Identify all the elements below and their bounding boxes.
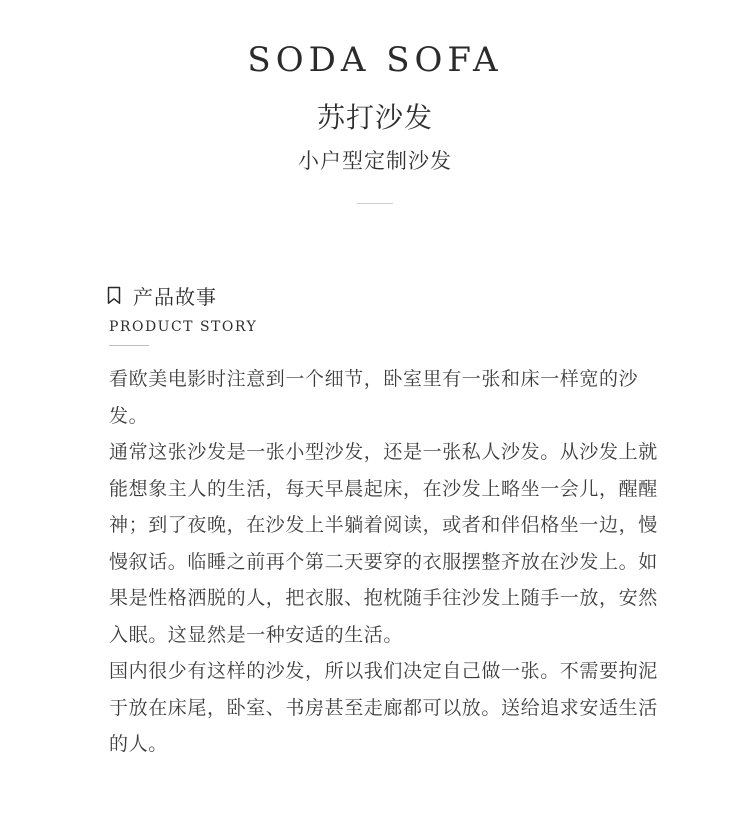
section-divider xyxy=(109,345,149,346)
tagline: 小户型定制沙发 xyxy=(298,149,452,173)
story-paragraph: 国内很少有这样的沙发，所以我们决定自己做一张。不需要拘泥于放在床尾，卧室、书房甚至走廊都可以放。送给追求安适生活的人。 xyxy=(109,660,658,755)
story-paragraph: 通常这张沙发是一张小型沙发，还是一张私人沙发。从沙发上就能想象主人的生活，每天早晨起床，在沙发上略坐一会儿，醒醒神；到了夜晚，在沙发上半躺着阅读，或者和伴侣格坐一边，慢慢叙话。临睡之前再个第二天要穿的衣服摆整齐放在沙发上。如果是性格洒脱的人，把衣服、抱枕随手往沙发上随手一放，安然入眠。这显然是一种安适的生活。 xyxy=(109,441,658,646)
brand-name-en: SODA SOFA xyxy=(247,40,503,80)
brand-name-cn: 苏打沙发 xyxy=(316,101,433,134)
story-body xyxy=(109,361,659,763)
bookmark-icon xyxy=(107,286,121,305)
header-divider xyxy=(357,203,393,204)
section-title-en: PRODUCT STORY xyxy=(109,319,258,335)
section-heading xyxy=(107,282,217,308)
story-paragraph: 看欧美电影时注意到一个细节，卧室里有一张和床一样宽的沙发。 xyxy=(109,368,639,427)
section-title-cn: 产品故事 xyxy=(133,284,217,309)
